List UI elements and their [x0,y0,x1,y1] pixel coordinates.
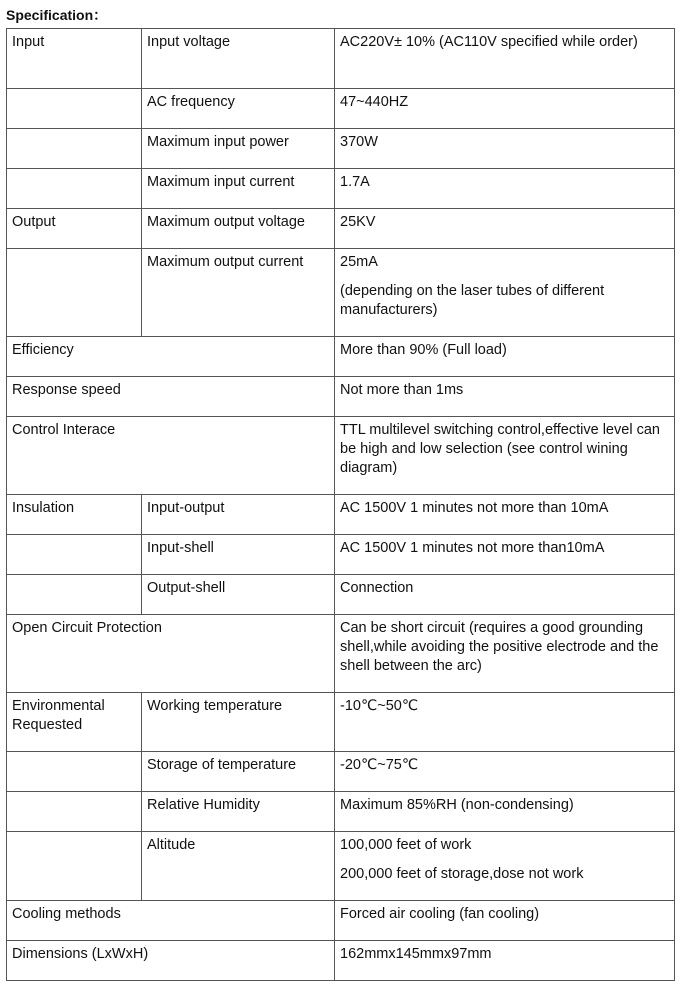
spec-category [7,752,142,792]
specification-table [6,28,675,981]
table-row [7,832,675,901]
spec-value: Can be short circuit (requires a good grounding shell,while avoiding the positive electrode and the shell between the arc) [335,615,675,693]
spec-value: 1.7A [335,169,675,209]
spec-category [7,89,142,129]
table-row [7,693,675,752]
spec-item: Maximum output current [142,249,335,337]
spec-item: Input voltage [142,29,335,89]
spec-category [7,249,142,337]
spec-value: More than 90% (Full load) [335,337,675,377]
table-row [7,535,675,575]
table-row [7,89,675,129]
spec-value: 25KV [335,209,675,249]
spec-item: Maximum input current [142,169,335,209]
spec-item: Working temperature [142,693,335,752]
spec-value: TTL multilevel switching control,effective level can be high and low selection (see control wining diagram) [335,417,675,495]
spec-value-cell [335,832,675,901]
spec-value: 162mmx145mmx97mm [335,941,675,981]
spec-value: -20℃~75℃ [335,752,675,792]
spec-category [7,129,142,169]
table-row [7,129,675,169]
spec-category [7,792,142,832]
spec-category: Response speed [7,377,335,417]
spec-category [7,169,142,209]
spec-value: -10℃~50℃ [335,693,675,752]
table-row [7,752,675,792]
spec-category: Dimensions (LxWxH) [7,941,335,981]
table-row [7,377,675,417]
spec-value: Not more than 1ms [335,377,675,417]
spec-value: AC 1500V 1 minutes not more than10mA [335,535,675,575]
spec-value: Connection [335,575,675,615]
spec-value: 25mA [340,254,378,270]
table-row [7,941,675,981]
spec-category: Open Circuit Protection [7,615,335,693]
spec-item: Altitude [142,832,335,901]
spec-item: Relative Humidity [142,792,335,832]
spec-item: Input-shell [142,535,335,575]
table-row [7,901,675,941]
spec-value: AC 1500V 1 minutes not more than 10mA [335,495,675,535]
spec-value: 47~440HZ [335,89,675,129]
spec-category [7,575,142,615]
table-row [7,249,675,337]
spec-item: Input-output [142,495,335,535]
table-row [7,29,675,89]
spec-category [7,832,142,901]
table-row [7,417,675,495]
spec-category: Input [7,29,142,89]
table-row [7,792,675,832]
section-heading: Specification： [6,7,108,23]
spec-value-note: 200,000 feet of storage,dose not work [340,866,584,882]
table-row [7,209,675,249]
spec-category: Cooling methods [7,901,335,941]
spec-value: 100,000 feet of work [340,837,472,853]
table-row [7,575,675,615]
spec-item: Output-shell [142,575,335,615]
spec-item: AC frequency [142,89,335,129]
spec-category: Output [7,209,142,249]
spec-item: Storage of temperature [142,752,335,792]
spec-value: Forced air cooling (fan cooling) [335,901,675,941]
spec-value: 370W [335,129,675,169]
spec-category: Insulation [7,495,142,535]
spec-value: Maximum 85%RH (non-condensing) [335,792,675,832]
table-row [7,615,675,693]
spec-value-note: (depending on the laser tubes of different manufacturers) [340,283,605,318]
spec-value-cell [335,249,675,337]
spec-value: AC220V± 10% (AC110V specified while order) [335,29,675,89]
spec-category [7,535,142,575]
spec-item: Maximum output voltage [142,209,335,249]
spec-item: Maximum input power [142,129,335,169]
spec-category: Environmental Requested [7,693,142,752]
spec-category: Control Interace [7,417,335,495]
table-row [7,169,675,209]
table-row [7,337,675,377]
table-row [7,495,675,535]
spec-category: Efficiency [7,337,335,377]
